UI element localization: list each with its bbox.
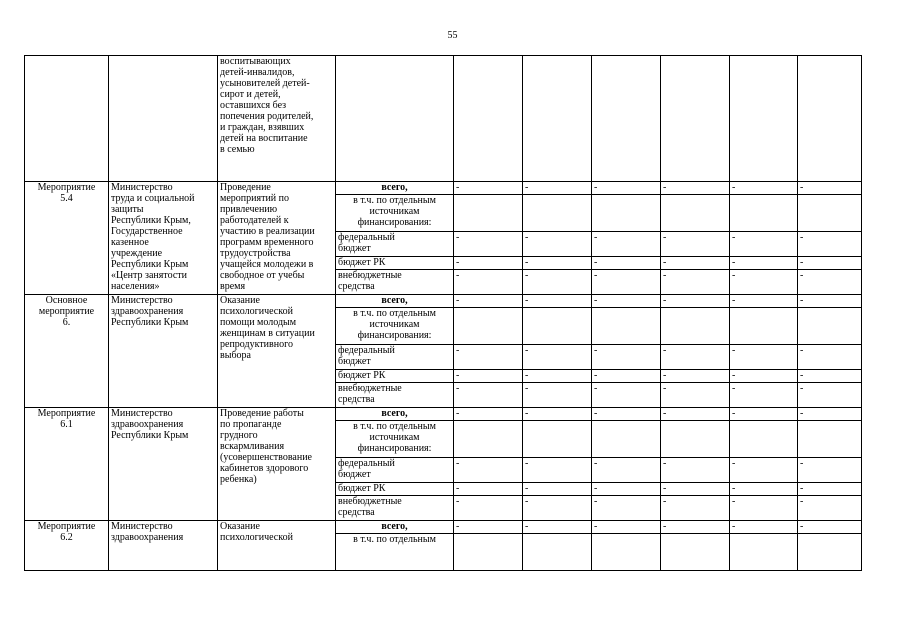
source-label-cell: бюджет РК [336, 370, 454, 383]
value-cell: - [454, 232, 523, 257]
value-cell: - [454, 408, 523, 421]
value-cell: - [592, 458, 661, 483]
source-label-cell: в т.ч. по отдельным [336, 534, 454, 571]
value-cell [730, 421, 798, 458]
page-number: 55 [447, 30, 458, 41]
value-cell: - [798, 345, 862, 370]
source-label-cell [336, 56, 454, 182]
value-cell: - [661, 496, 730, 521]
value-cell: - [661, 232, 730, 257]
value-cell: - [730, 257, 798, 270]
value-cell: - [730, 295, 798, 308]
value-cell [523, 534, 592, 571]
value-cell [730, 195, 798, 232]
source-label-cell: всего, [336, 295, 454, 308]
table-row [25, 408, 862, 421]
event-cell: Основное мероприятие 6. [25, 295, 109, 408]
value-cell: - [730, 408, 798, 421]
event-cell: Мероприятие 6.1 [25, 408, 109, 521]
value-cell: - [798, 483, 862, 496]
value-cell [454, 56, 523, 182]
value-cell: - [798, 182, 862, 195]
value-cell [523, 308, 592, 345]
value-cell [730, 308, 798, 345]
value-cell [592, 421, 661, 458]
value-cell: - [661, 257, 730, 270]
value-cell: - [592, 345, 661, 370]
source-label-cell: всего, [336, 408, 454, 421]
value-cell: - [730, 232, 798, 257]
value-cell: - [798, 408, 862, 421]
value-cell [798, 534, 862, 571]
value-cell: - [798, 370, 862, 383]
value-cell [661, 421, 730, 458]
description-cell: Оказание психологической помощи молодым женщинам в ситуации репродуктивного выбора [218, 295, 336, 408]
source-label-cell: в т.ч. по отдельным источникам финансирования: [336, 421, 454, 458]
source-label-cell: всего, [336, 182, 454, 195]
table-row [25, 521, 862, 534]
value-cell [798, 308, 862, 345]
description-cell: Оказание психологической [218, 521, 336, 571]
value-cell [454, 421, 523, 458]
value-cell: - [730, 458, 798, 483]
value-cell: - [523, 408, 592, 421]
executor-cell: Министерство здравоохранения [109, 521, 218, 571]
value-cell: - [523, 483, 592, 496]
value-cell: - [592, 496, 661, 521]
value-cell [523, 56, 592, 182]
value-cell: - [592, 232, 661, 257]
value-cell: - [523, 521, 592, 534]
value-cell [661, 308, 730, 345]
value-cell: - [730, 182, 798, 195]
value-cell: - [523, 295, 592, 308]
value-cell: - [798, 383, 862, 408]
value-cell: - [730, 270, 798, 295]
value-cell: - [523, 257, 592, 270]
executor-cell: Министерство труда и социальной защиты Республики Крым, Государственное казенное учреждение Республики Крым «Центр занятости населения» [109, 182, 218, 295]
value-cell: - [798, 232, 862, 257]
value-cell: - [454, 521, 523, 534]
value-cell: - [661, 521, 730, 534]
description-cell: Проведение работы по пропаганде грудного вскармливания (усовершенствование кабинетов здорового ребенка) [218, 408, 336, 521]
financing-table-wrap [24, 55, 862, 571]
value-cell [523, 421, 592, 458]
value-cell: - [454, 182, 523, 195]
value-cell: - [523, 345, 592, 370]
value-cell: - [661, 370, 730, 383]
value-cell: - [454, 295, 523, 308]
executor-cell: Министерство здравоохранения Республики Крым [109, 295, 218, 408]
source-label-cell: федеральный бюджет [336, 232, 454, 257]
source-label-cell: бюджет РК [336, 483, 454, 496]
event-cell: Мероприятие 6.2 [25, 521, 109, 571]
value-cell: - [730, 483, 798, 496]
value-cell: - [454, 370, 523, 383]
value-cell: - [523, 182, 592, 195]
source-label-cell: внебюджетные средства [336, 496, 454, 521]
value-cell: - [798, 458, 862, 483]
value-cell [798, 56, 862, 182]
value-cell: - [592, 270, 661, 295]
table-row [25, 56, 862, 182]
executor-cell: Министерство здравоохранения Республики Крым [109, 408, 218, 521]
value-cell [661, 56, 730, 182]
value-cell: - [592, 370, 661, 383]
value-cell [730, 534, 798, 571]
value-cell [592, 534, 661, 571]
source-label-cell: всего, [336, 521, 454, 534]
value-cell: - [661, 408, 730, 421]
value-cell: - [592, 257, 661, 270]
value-cell: - [592, 521, 661, 534]
value-cell: - [798, 270, 862, 295]
value-cell [592, 56, 661, 182]
value-cell: - [798, 257, 862, 270]
value-cell: - [661, 345, 730, 370]
table-body [25, 56, 862, 571]
table-row [25, 182, 862, 195]
value-cell: - [798, 521, 862, 534]
value-cell [592, 195, 661, 232]
description-cell: Проведение мероприятий по привлечению работодателей к участию в реализации программ временного трудоустройства учащейся молодежи в свободное от учебы время [218, 182, 336, 295]
value-cell: - [592, 182, 661, 195]
value-cell: - [592, 295, 661, 308]
value-cell: - [523, 496, 592, 521]
value-cell: - [454, 496, 523, 521]
value-cell: - [523, 458, 592, 483]
value-cell: - [454, 483, 523, 496]
description-cell: воспитывающих детей-инвалидов, усыновителей детей- сирот и детей, оставшихся без попечения родителей, и граждан, взявших детей на воспитание в семью [218, 56, 336, 182]
source-label-cell: бюджет РК [336, 257, 454, 270]
value-cell [798, 195, 862, 232]
value-cell [454, 195, 523, 232]
value-cell [454, 534, 523, 571]
source-label-cell: федеральный бюджет [336, 345, 454, 370]
value-cell [661, 534, 730, 571]
value-cell: - [454, 383, 523, 408]
value-cell: - [592, 408, 661, 421]
value-cell: - [798, 496, 862, 521]
value-cell: - [523, 383, 592, 408]
value-cell: - [661, 483, 730, 496]
value-cell: - [454, 458, 523, 483]
value-cell [661, 195, 730, 232]
value-cell: - [661, 270, 730, 295]
value-cell: - [730, 383, 798, 408]
value-cell: - [454, 345, 523, 370]
source-label-cell: внебюджетные средства [336, 270, 454, 295]
value-cell: - [730, 521, 798, 534]
table-row [25, 295, 862, 308]
value-cell: - [523, 370, 592, 383]
value-cell: - [730, 370, 798, 383]
value-cell [454, 308, 523, 345]
value-cell: - [798, 295, 862, 308]
value-cell: - [730, 345, 798, 370]
value-cell [523, 195, 592, 232]
source-label-cell: федеральный бюджет [336, 458, 454, 483]
value-cell: - [661, 458, 730, 483]
value-cell: - [592, 383, 661, 408]
value-cell [730, 56, 798, 182]
value-cell: - [454, 270, 523, 295]
value-cell: - [592, 483, 661, 496]
value-cell: - [454, 257, 523, 270]
source-label-cell: внебюджетные средства [336, 383, 454, 408]
source-label-cell: в т.ч. по отдельным источникам финансирования: [336, 308, 454, 345]
executor-cell [109, 56, 218, 182]
value-cell: - [523, 270, 592, 295]
value-cell: - [661, 295, 730, 308]
value-cell: - [661, 383, 730, 408]
value-cell: - [661, 182, 730, 195]
value-cell: - [523, 232, 592, 257]
value-cell [798, 421, 862, 458]
source-label-cell: в т.ч. по отдельным источникам финансирования: [336, 195, 454, 232]
value-cell: - [730, 496, 798, 521]
event-cell: Мероприятие 5.4 [25, 182, 109, 295]
financing-table [24, 55, 862, 571]
value-cell [592, 308, 661, 345]
event-cell [25, 56, 109, 182]
